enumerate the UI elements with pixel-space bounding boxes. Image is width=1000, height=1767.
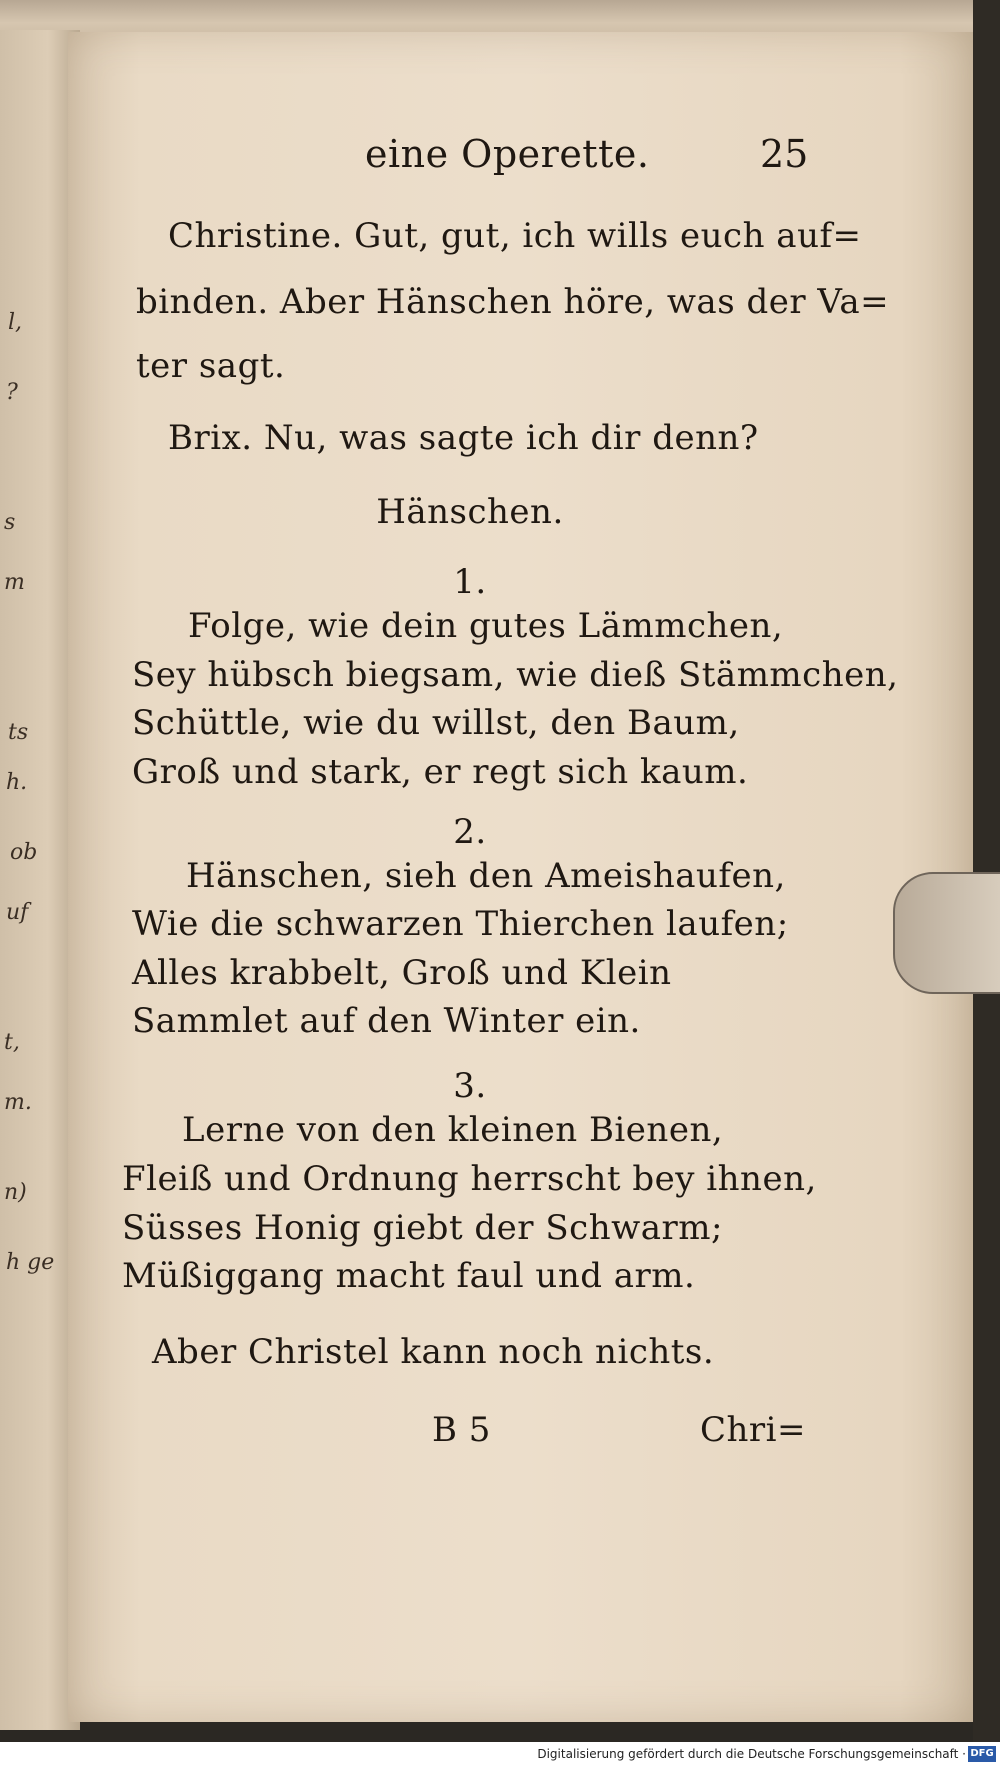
verse-line: Wie die schwarzen Thierchen laufen; (132, 904, 789, 944)
running-title: eine Operette. (365, 132, 650, 176)
verse-line: Groß und stark, er regt sich kaum. (132, 752, 749, 792)
verse-line: Hänschen, sieh den Ameishaufen, (186, 856, 786, 896)
verse-line: Alles krabbelt, Groß und Klein (132, 953, 672, 993)
song-title: Hänschen. (376, 492, 564, 532)
signature-mark: B 5 (432, 1410, 491, 1450)
dialogue-line: Christine. Gut, gut, ich wills euch auf= (168, 216, 862, 256)
verse-line: Folge, wie dein gutes Lämmchen, (188, 606, 784, 646)
dfg-logo-icon: DFG (968, 1746, 996, 1762)
dialogue-line: binden. Aber Hänschen höre, was der Va= (136, 282, 890, 322)
verse-line: Süsses Honig giebt der Schwarm; (122, 1208, 723, 1248)
facing-page-margin: l, ? s m ts h. ob uf t, m. n) h ge (0, 30, 80, 1730)
page-number: 25 (760, 132, 809, 176)
stanza-number: 1. (453, 562, 487, 602)
page-clip (893, 872, 1000, 994)
verse-line: Fleiß und Ordnung herrscht bey ihnen, (122, 1159, 817, 1199)
verse-line: Sey hübsch biegsam, wie dieß Stämmchen, (132, 655, 899, 695)
dialogue-line: ter sagt. (136, 346, 286, 386)
verse-line: Schüttle, wie du willst, den Baum, (132, 703, 740, 743)
closing-line: Aber Christel kann noch nichts. (152, 1332, 715, 1372)
dialogue-line: Brix. Nu, was sagte ich dir denn? (168, 418, 759, 458)
verse-line: Müßiggang macht faul und arm. (122, 1256, 696, 1296)
stanza-number: 2. (453, 812, 487, 852)
verse-line: Lerne von den kleinen Bienen, (182, 1110, 724, 1150)
verse-line: Sammlet auf den Winter ein. (132, 1001, 641, 1041)
digitization-credit: Digitalisierung gefördert durch die Deutsche Forschungsgemeinschaft · (537, 1747, 966, 1761)
stanza-number: 3. (453, 1066, 487, 1106)
catchword: Chri= (700, 1410, 807, 1450)
